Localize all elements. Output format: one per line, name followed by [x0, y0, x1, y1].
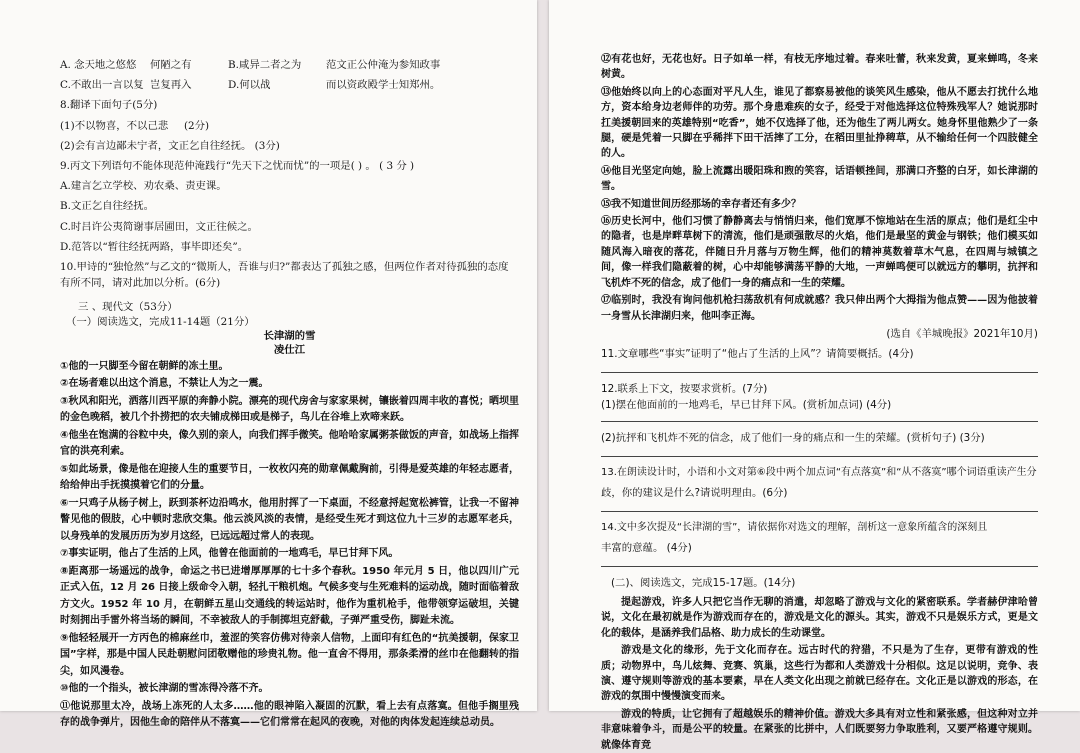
question-8-1	[60, 119, 519, 133]
option-a-1: A. 念天地之悠悠	[60, 59, 137, 71]
question-9-a: A.建言乞立学校、劝农桑、责吏课。	[60, 180, 227, 193]
right-page	[549, 0, 1080, 751]
essay-paragraph-7: ⑦事实证明，他占了生活的上风，他曾在他面前的一地鸡毛，早已甘拜下风。	[60, 548, 399, 560]
question-14-line-1: 14.文中多次提及“长津湖的雪”，请依据你对选文的理解，剖析这一意象所蕴含的深刻且	[601, 521, 988, 533]
option-d-1: D.何以战	[228, 79, 271, 92]
essay-paragraph-17: ⑰临别时，我没有询问他机枪扫荡敌机有何成就感？我只伸出两个大拇指为他点赞——因为他披着一身雪从长津湖归来，他叫李正海。	[601, 295, 1038, 322]
question-12: 12.联系上下文，按要求赏析。(7分)	[601, 382, 768, 395]
section-3-1-heading: （一）阅读选文，完成11-14题（21分）	[66, 315, 255, 328]
q7-options-row-2	[60, 78, 519, 92]
question-9: 9.丙文下列语句不能体现范仲淹践行“先天下之忧而忧”的一项是( ) 。 ( 3 分 )	[60, 159, 415, 172]
essay-paragraph-11: ⑪他说那里太冷，战场上冻死的人太多……他的眼神陷入凝固的沉默，看上去有点落寞。但他手搁里残存的战争弹片，因他生命的陪伴从不落寞——它们常常在起风的夜晚，对他的肉体发起连续总动员。	[60, 700, 519, 729]
question-9-b: B.文正乞自往经抚。	[60, 200, 155, 213]
question-13-line-1: 13.在朗读设计时，小语和小文对第⑥段中两个加点词“有点落寞”和“从不落寞”哪个词语重读产生分	[601, 466, 1037, 478]
option-d-2: 而以资政殿学士知郑州。	[326, 79, 441, 92]
answer-line-11	[601, 372, 1038, 373]
reading-paragraph-2: 游戏是文化的缘形，先于文化而存在。远古时代的狩猎，不只是为了生存，更带有游戏的性质；动物界中，鸟儿炫舞、竞赛、筑巢，这些行为都和人类游戏十分相似。这足以说明，竞争、表演、遵守规则等游戏的基本要素，早在人类文化出现之前就已经存在。文化正是以游戏的形态，在游戏的氛围中慢慢演变而来。	[601, 645, 1038, 703]
essay-paragraph-15: ⑮我不知道世间历经那场的幸存者还有多少？	[601, 198, 801, 210]
essay-author: 凌仕江	[273, 343, 306, 356]
answer-line-14	[601, 566, 1038, 567]
question-13-line-2: 歧，你的建议是什么?请说明理由。(6分)	[601, 486, 788, 499]
essay-paragraph-14: ⑭他目光坚定向她，脸上流露出暖阳珠和煦的笑容，话语顿挫间，那满口齐整的白牙，如长津湖的雪。	[601, 165, 1038, 193]
q7-options-row-1	[60, 58, 519, 72]
left-page	[0, 0, 537, 729]
question-8-1-score: (2分)	[184, 119, 210, 132]
essay-paragraph-2: ②在场者难以出这个消息，不禁让人为之一震。	[60, 378, 269, 390]
essay-paragraph-12: ⑫有花也好，无花也好。日子如单一样，有枝无序地过着。春来吐蕾，秋来发黄，夏来蝉鸣，冬来树黄。	[601, 54, 1038, 81]
question-10-line-2: 有所不同，请对此加以分析。(6分)	[60, 276, 221, 289]
essay-paragraph-5: ⑤如此场景，像是他在迎接人生的重要节日，一枚枚闪亮的勋章佩戴胸前，引得是爱英雄的年轻志愿者，给给伸出手抚摸摸着它们的分量。	[60, 463, 519, 492]
question-9-d: D.范答以“暂往经抚两路，事毕即还矣”。	[60, 240, 249, 253]
option-b-1: B.咸异二者之为	[228, 59, 302, 71]
option-c-1: C.不敢出一言以复	[60, 79, 144, 92]
essay-paragraph-3: ③秋风和阳光，洒落川西平原的奔静小院。漂亮的现代房舍与家家果树，镶嵌着四周丰收的喜悦；晒坝里的金色晚稻，被几个扑捞把的农夫铺成梯田或是梯子，鸟儿在谷堆上欢啼来跃。	[60, 395, 519, 424]
answer-line-13	[601, 511, 1038, 512]
question-8-1-text: (1)不以物喜，不以己悲	[60, 119, 169, 132]
option-a-2: 何陋之有	[150, 59, 192, 71]
question-12-1: (1)摆在他面前的一地鸡毛，早已甘拜下风。(赏析加点词) (4分)	[601, 398, 892, 411]
essay-paragraph-13: ⑬他始终以向上的心态面对平凡人生，谁见了都察易被他的谈笑风生感染，他从不愿去打扰什么地方，资本给身边老师伴的功劳。那个身患难疾的女子，经受于对他选择这位特殊残军人？她说那时扛美援朝回来的英雄特别“吃香”，她不仅选择了他，还为他生了两儿两女。她身怀里他熟少了一条腿，硬是凭着一只脚在乎稀拌下田干活摔了工分，在稻田里扯挣稗草，从不输给任何一个四肢健全的人。	[601, 86, 1038, 160]
essay-source: (选自《羊城晚报》2021年10月)	[886, 327, 1038, 340]
question-10-line-1: 10.甲诗的“独怆然”与乙文的“微斯人，吾谁与归?”都表达了孤独之感，但两位作者对待孤独的态度	[60, 260, 509, 273]
essay-paragraph-9: ⑨他轻轻展开一方丙色的棉麻丝巾，羞涩的笑容仿佛对待亲人信物，上面印有红色的“抗美援朝，保家卫国”字样，那是中国人民赴朝慰问团敬赠他的珍贵礼物。他一直舍不得用，那条柔滑的丝巾在他翻转的指尖，如风漫卷。	[60, 632, 519, 677]
essay-paragraph-16: ⑯历史长河中，他们习惯了静静离去与悄悄归来，他们宽厚不惊地站在生活的原点；他们是红尘中的隐者，也是岸畔草树下的清流，他们是顽强散尽的火焰，他们是最坚的黄金与钢铁；他们模买如随风海入暗夜的落花，伴随日升月落与万物生辉，他们的精神莫数着草木气息，在四周与城镇之间，像一样我们隐蔽着的树，心中却能够满荡平静的大地，一声蝉鸣便可以就远方的攀明，抗抨和飞机炸不死的信念，成了他们一身的痛点和一生的荣耀。	[601, 216, 1038, 289]
option-c-2: 岂复再入	[150, 79, 192, 92]
reading-paragraph-1: 提起游戏，许多人只把它当作无聊的消遣，却忽略了游戏与文化的紧密联系。学者赫伊津哈曾说，文化在最初就是作为游戏而存在的，游戏是文化的源头。其实，游戏不只是娱乐方式，更是文化的载体，是涵养我们品格、助力成长的生动课堂。	[601, 596, 1038, 639]
essay-paragraph-8: ⑧距离那一场遥远的战争，命运之书已进增厚厚厚的七十多个春秋。1950 年元月 5 日，他以四川广元正式入伍，12 月 26 日接上级命令入朝，轻扎干粮机炮。气候多变与生死难料的运动战，随时面临着敌方文火。1952 年 10 月，在朝鲜五星山交通线的转运站时，他作为重机枪手，他带领穿运破坦，关键时刻拥出手雷外将当场的瞬间，不幸被敌人的手制掷坦克舒截，子弹严重受伤，脚趾未流。	[60, 565, 519, 627]
essay-paragraph-1: ①他的一只脚至今留在朝鲜的冻土里。	[60, 360, 229, 372]
question-14-line-2: 丰富的意蕴。 (4分)	[601, 541, 692, 554]
option-b-2: 范文正公仲淹为参知政事	[326, 59, 441, 71]
question-11: 11.文章哪些“事实”证明了“他占了生活的上风”？请简要概括。(4分)	[601, 347, 914, 360]
answer-line-12-2	[601, 456, 1038, 457]
question-8: 8.翻译下面句子(5分)	[60, 99, 158, 112]
reading-paragraph-3: 游戏的特质，让它拥有了超越娱乐的精神价值。游戏大多具有对立性和紧张感，但这种对立并非意味着争斗，而是公平的较量。在紧张的比拼中，人们既要努力争取胜利，又要严格遵守规则。就像体育竞	[601, 708, 1038, 751]
question-9-c: C.时吕许公夷简谢事居圃田，文正往候之。	[60, 220, 258, 233]
essay-paragraph-4: ④他坐在饱满的谷粒中央，像久别的亲人，向我们挥手微笑。他哈哈家属粥茶做饭的声音，如战场上指挥官的洪亮利索。	[60, 429, 519, 458]
essay-title: 长津湖的雪	[263, 329, 316, 342]
question-12-2: (2)抗抨和飞机炸不死的信念，成了他们一身的痛点和一生的荣耀。(赏析句子) (3分)	[601, 431, 985, 444]
section-2-heading: (二)、阅读选文，完成15-17题。(14分)	[611, 576, 796, 589]
essay-paragraph-10: ⑩他的一个指头，被长津湖的雪冻得冷落不齐。	[60, 683, 269, 695]
question-8-2: (2)会有言边鄙未宁者，文正乞自往经抚。 (3分)	[60, 139, 280, 152]
section-3-heading: 三 、现代文（53分）	[78, 300, 178, 313]
answer-line-12-1	[601, 421, 1038, 422]
essay-paragraph-6: ⑥一只鸡子从杨子树上，跃到茶杯边沿鸣水，他用肘挥了一下桌面，不经意捋起宽松裤管，让我一不留神瞥见他的假肢，心中顿时悲欣交集。他云淡风淡的表情，是经受生死才到这位九十三岁的志愿军老兵，以身残单的发展历历为岁月这经，已远远超过常人的表现。	[60, 497, 519, 542]
